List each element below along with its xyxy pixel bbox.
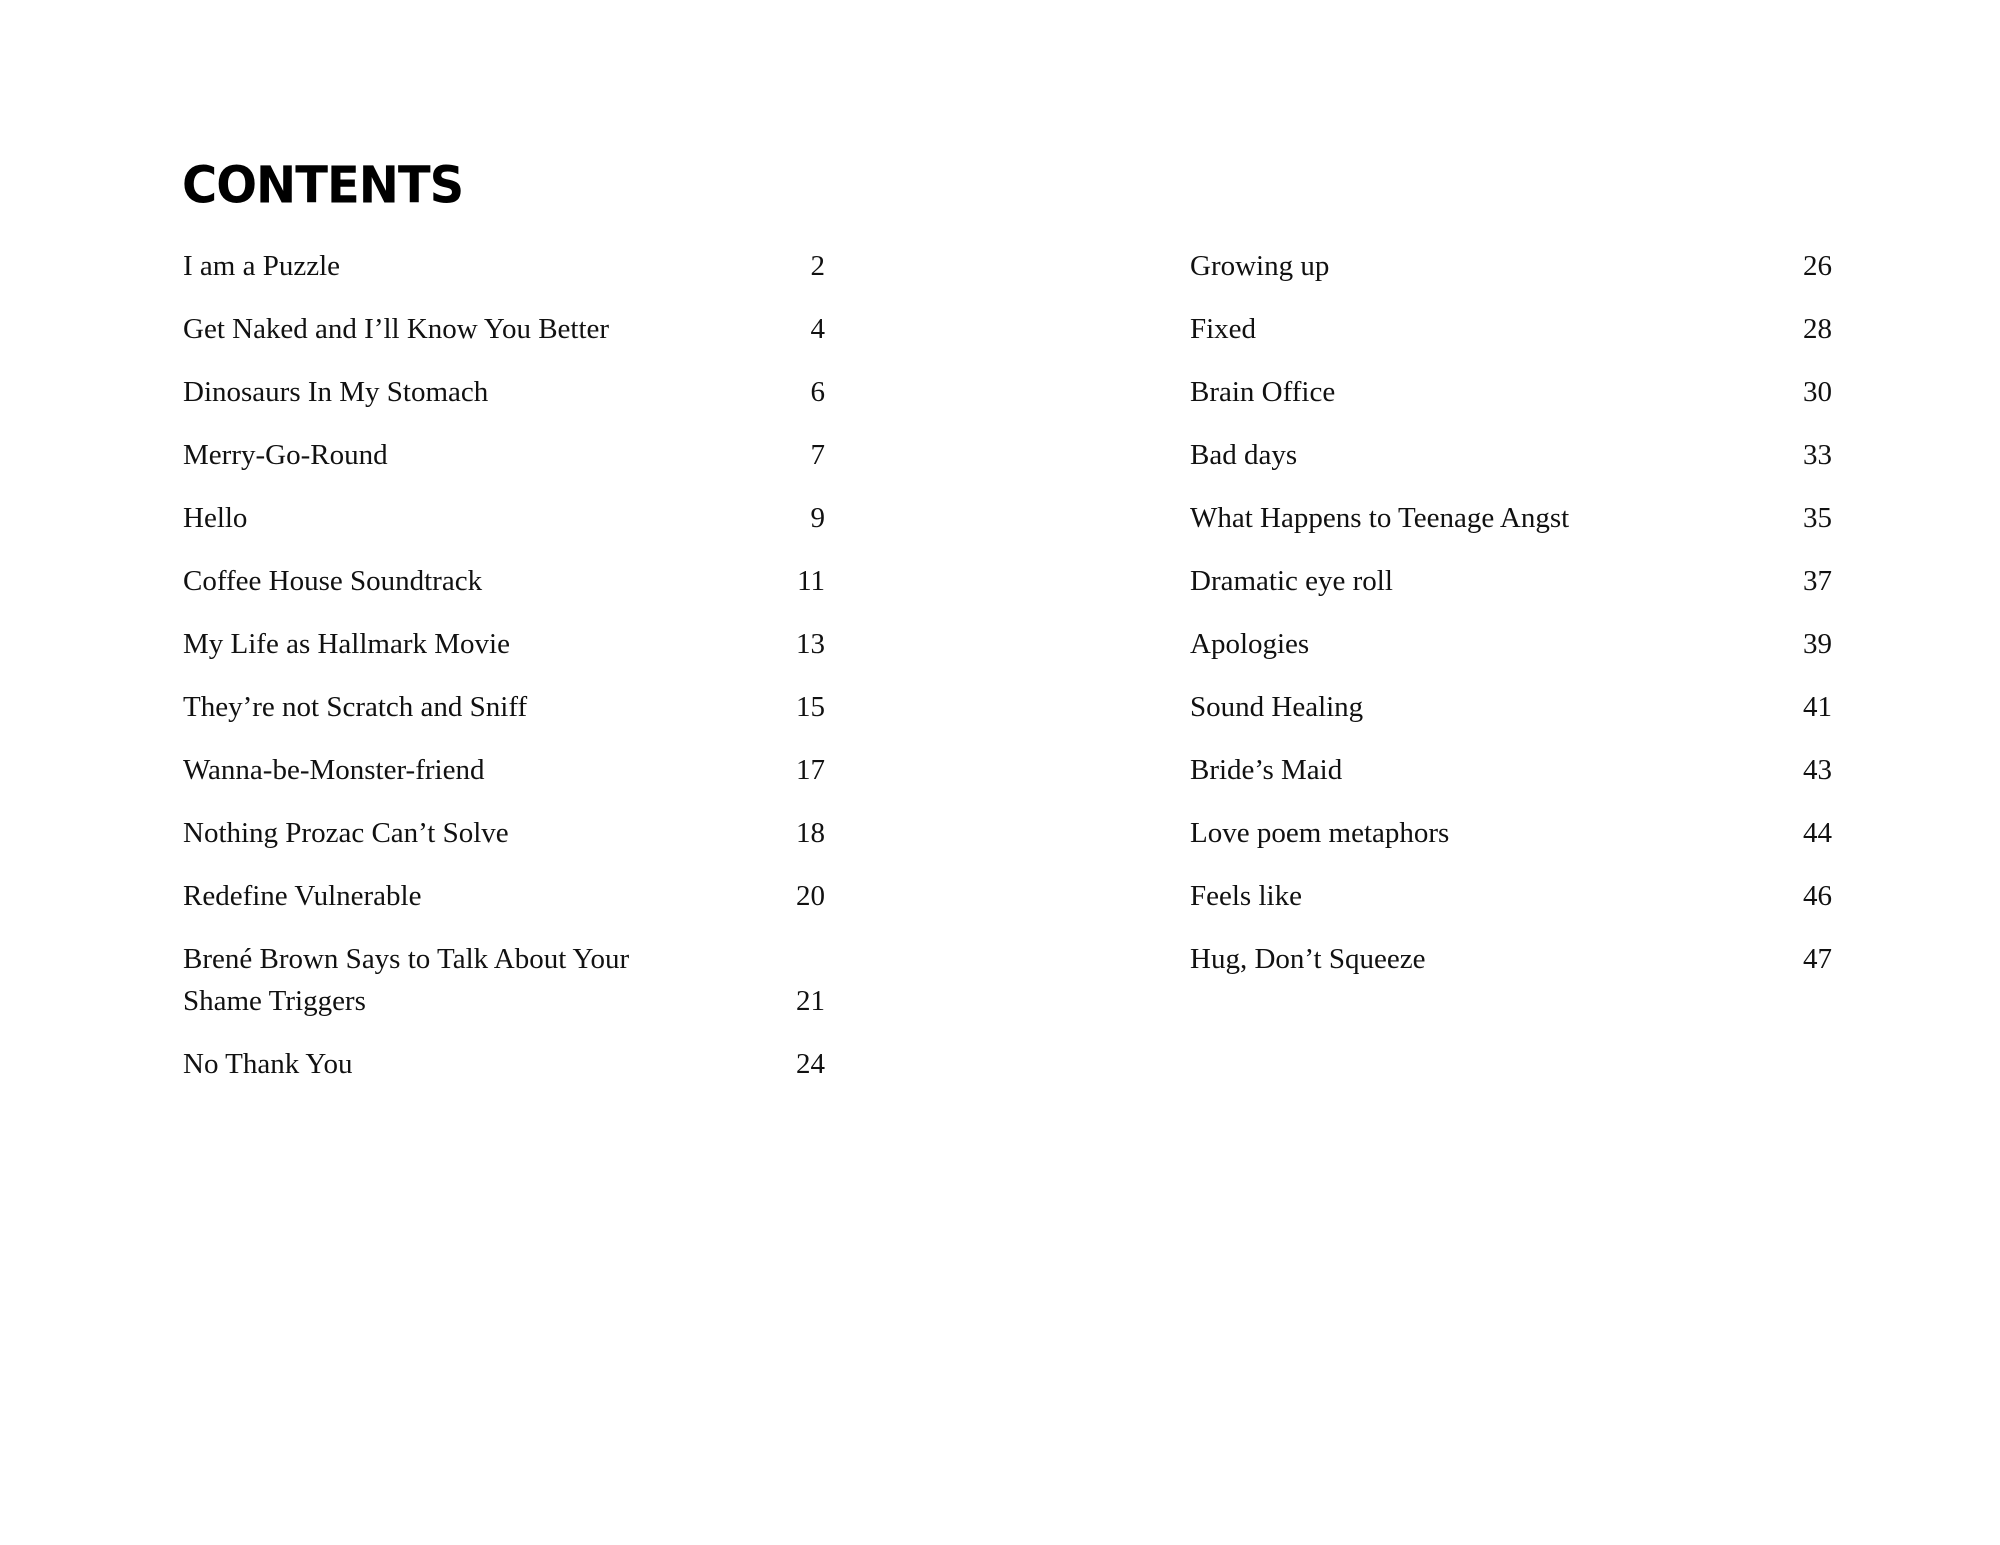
toc-entry-page: 33 (1803, 439, 1832, 471)
toc-entry-title: Brain Office (1190, 376, 1336, 408)
toc-entry[interactable] (183, 623, 825, 665)
toc-right-column (1190, 245, 1832, 1001)
toc-entry[interactable] (183, 371, 825, 413)
toc-entry-page: 39 (1803, 628, 1832, 660)
toc-entry-page: 15 (796, 691, 825, 723)
toc-entry-title: Nothing Prozac Can’t Solve (183, 817, 509, 849)
toc-entry-title: What Happens to Teenage Angst (1190, 502, 1570, 534)
toc-entry-page: 44 (1803, 817, 1832, 849)
toc-entry-title: Brené Brown Says to Talk About Your Shame Triggers (183, 943, 630, 1017)
toc-entry-page: 7 (810, 439, 825, 471)
toc-entry-page: 46 (1803, 880, 1832, 912)
toc-entry-title: Redefine Vulnerable (183, 880, 422, 912)
page-title: CONTENTS (182, 156, 464, 216)
toc-entry-page: 47 (1803, 943, 1832, 975)
toc-entry-page: 17 (796, 754, 825, 786)
toc-entry-page: 43 (1803, 754, 1832, 786)
toc-entry[interactable] (1190, 371, 1832, 413)
toc-entry-title: Wanna-be-Monster-friend (183, 754, 485, 786)
toc-entry-page: 18 (796, 817, 825, 849)
toc-entry-page: 24 (796, 1048, 825, 1080)
toc-entry[interactable] (1190, 938, 1832, 980)
toc-entry-page: 2 (810, 250, 825, 282)
toc-entry-title: Get Naked and I’ll Know You Better (183, 313, 610, 345)
toc-entry[interactable] (1190, 245, 1832, 287)
toc-entry-title: Fixed (1190, 313, 1257, 345)
toc-entry-page: 13 (796, 628, 825, 660)
toc-entry-page: 4 (810, 313, 825, 345)
toc-entry[interactable] (1190, 875, 1832, 917)
toc-entry-title: Love poem metaphors (1190, 817, 1450, 849)
toc-entry-title: Sound Healing (1190, 691, 1364, 723)
toc-entry-page: 21 (796, 985, 825, 1017)
toc-entry[interactable] (1190, 812, 1832, 854)
toc-entry-title: Merry-Go-Round (183, 439, 388, 471)
toc-entry-title: Hug, Don’t Squeeze (1190, 943, 1426, 975)
toc-entry-page: 11 (797, 565, 825, 597)
toc-entry-page: 26 (1803, 250, 1832, 282)
toc-entry-page: 37 (1803, 565, 1832, 597)
toc-entry[interactable] (1190, 686, 1832, 728)
toc-entry[interactable] (183, 938, 825, 1022)
toc-entry[interactable] (183, 308, 825, 350)
toc-entry-title: Apologies (1190, 628, 1310, 660)
toc-entry-page: 30 (1803, 376, 1832, 408)
toc-entry-page: 41 (1803, 691, 1832, 723)
toc-entry-title: No Thank You (183, 1048, 353, 1080)
toc-entry-title: Bad days (1190, 439, 1298, 471)
toc-entry-title: I am a Puzzle (183, 250, 341, 282)
toc-entry[interactable] (183, 749, 825, 791)
toc-entry-title: Dinosaurs In My Stomach (183, 376, 489, 408)
toc-entry-page: 9 (810, 502, 825, 534)
toc-entry[interactable] (183, 434, 825, 476)
toc-entry[interactable] (183, 497, 825, 539)
toc-entry-title: Hello (183, 502, 248, 534)
toc-entry[interactable] (183, 1043, 825, 1085)
toc-entry-page: 28 (1803, 313, 1832, 345)
toc-entry[interactable] (1190, 749, 1832, 791)
toc-entry-title: My Life as Hallmark Movie (183, 628, 510, 660)
toc-entry[interactable] (183, 245, 825, 287)
toc-entry-title: Growing up (1190, 250, 1330, 282)
toc-entry-title: Coffee House Soundtrack (183, 565, 483, 597)
toc-entry[interactable] (1190, 308, 1832, 350)
toc-entry-page: 20 (796, 880, 825, 912)
toc-entry[interactable] (1190, 497, 1832, 539)
toc-entry[interactable] (183, 875, 825, 917)
toc-entry[interactable] (183, 686, 825, 728)
toc-entry-page: 6 (810, 376, 825, 408)
toc-entry-page: 35 (1803, 502, 1832, 534)
toc-entry-title: Bride’s Maid (1190, 754, 1343, 786)
toc-entry[interactable] (183, 812, 825, 854)
toc-entry[interactable] (1190, 560, 1832, 602)
toc-left-column (183, 245, 825, 1106)
toc-entry[interactable] (1190, 623, 1832, 665)
toc-entry[interactable] (183, 560, 825, 602)
toc-entry-title: They’re not Scratch and Sniff (183, 691, 528, 723)
toc-entry-title: Dramatic eye roll (1190, 565, 1393, 597)
toc-entry[interactable] (1190, 434, 1832, 476)
toc-entry-title: Feels like (1190, 880, 1302, 912)
